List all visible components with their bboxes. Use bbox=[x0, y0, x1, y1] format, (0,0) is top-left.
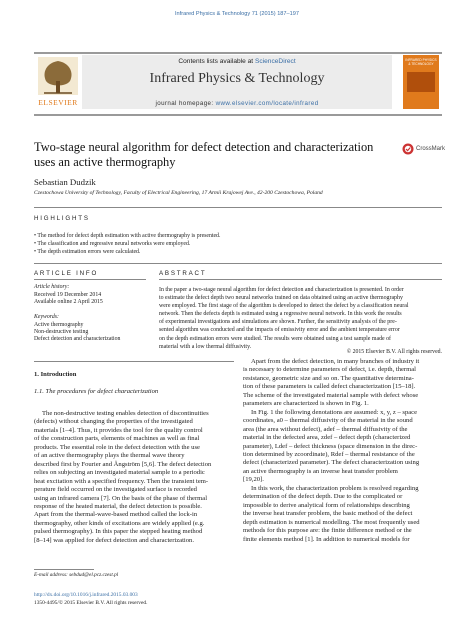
divider bbox=[34, 207, 442, 208]
body-line: (defects) without changing the properties of the investigated bbox=[34, 418, 193, 426]
divider bbox=[34, 361, 234, 362]
highlight-text: The classification and regressive neural networks were employed. bbox=[37, 241, 191, 247]
contents-line bbox=[82, 58, 392, 65]
body-line: perature field occurred on the investigated surface is recorded bbox=[34, 486, 197, 494]
abstract-line: on the depth estimation errors were studied. The results were obtained using a test sample made of bbox=[159, 335, 392, 342]
subsection-heading: 1.1. The procedures for defect characterization bbox=[34, 388, 159, 395]
body-line: impossible to derive analytical form of relationships describing bbox=[243, 501, 410, 509]
body-line: The scheme of the investigated material sample with defect whose bbox=[243, 391, 419, 399]
body-line: In Fig. 1 the following denotations are assumed: x, y, z – space bbox=[251, 408, 418, 416]
body-line: relies on subjecting an investigated material sample to a periodic bbox=[34, 469, 205, 477]
body-line: finite elements method [1]. In addition to numerical models for bbox=[243, 535, 410, 543]
doi-link[interactable]: http://dx.doi.org/10.1016/j.infrared.2015.03.003 bbox=[34, 592, 138, 598]
abstract-text bbox=[159, 286, 442, 351]
body-line: parameter), Ldef – defect thickness (space dimension in the direc- bbox=[243, 442, 418, 450]
body-line: material in the defected area, zdef – defect depth (characterized bbox=[243, 434, 411, 442]
body-line: In this work, the characterization problem is resolved regarding bbox=[251, 484, 419, 492]
journal-cover-image bbox=[407, 72, 435, 92]
body-line: Apart from the thermal-wave-based method called the lock-in bbox=[34, 511, 198, 519]
body-line: heat excitation with a specified frequency. Then the transient tem- bbox=[34, 477, 209, 485]
abstract-heading: ABSTRACT bbox=[159, 270, 207, 277]
abstract-line: to estimate the defect depth two neural networks trained on data obtained using an active thermography bbox=[159, 295, 403, 302]
contents-prefix: Contents lists available at bbox=[178, 58, 254, 65]
body-line: products. The essential role in the defect detection with the use bbox=[34, 443, 200, 451]
publisher-name: ELSEVIER bbox=[38, 98, 78, 107]
body-line: using an infrared camera [7]. On the basis of the phase of thermal bbox=[34, 494, 208, 502]
body-line: is necessary to determine parameters of defect, i.e. depth, thermal bbox=[243, 366, 417, 374]
abstract-line: were employed. The first stage of the algorithm is developed to detect the defect by a classification neural bbox=[159, 303, 409, 310]
body-line: depth estimation is numerical modelling. The most frequently used bbox=[243, 518, 420, 526]
page-footer bbox=[34, 592, 147, 607]
keyword[interactable]: Active thermography bbox=[34, 322, 84, 328]
body-line: resistance, geometric size and so on. The quantitative determina- bbox=[243, 374, 414, 382]
copyright: © 2015 Elsevier B.V. All rights reserved. bbox=[346, 349, 442, 355]
left-column-text bbox=[34, 410, 234, 545]
article-info-heading: ARTICLE INFO bbox=[34, 270, 99, 277]
section-heading: 1. Introduction bbox=[34, 371, 77, 378]
body-line: response of the heated material, the defect detection is possible. bbox=[34, 502, 202, 510]
body-line: Apart from the defect detection, in many branches of industry it bbox=[251, 358, 420, 365]
body-line: materials [1–4]. Thus, it provides the tool for the quality control bbox=[34, 426, 203, 434]
body-line: of an active thermography plays the thermal wave theory bbox=[34, 452, 185, 460]
highlight-item: • The method for defect depth estimation with active thermography is presented. bbox=[34, 233, 221, 239]
body-line: pulsed thermography). In this paper the stepped heating method bbox=[34, 528, 203, 536]
body-line: parameters are characterized is shown in Fig. 1. bbox=[243, 400, 369, 408]
article-title: Two-stage neural algorithm for defect detection and characterization uses an active thermography bbox=[34, 140, 374, 169]
body-line: defect (characterized parameter). The defect characterization using bbox=[243, 459, 420, 467]
body-line: tion of these parameters is called defect characterization [15–18]. bbox=[243, 383, 416, 391]
author-email-footnote[interactable]: E-mail address: sebdud@el.pcz.czest.pl bbox=[34, 572, 119, 578]
body-line: area (the area without defect), adef – thermal diffusivity of the bbox=[243, 425, 408, 433]
body-line: tion determined by zcoordinate), Rdef – thermal resistance of the bbox=[243, 450, 415, 458]
body-line: of the construction parts, elements of machines as well as final bbox=[34, 435, 200, 443]
received-date: Received 19 December 2014 bbox=[34, 292, 102, 298]
history-label: Article history: bbox=[34, 284, 70, 290]
body-line: described first by Fourier and Ångström [5,6]. The defect detection bbox=[34, 460, 212, 468]
abstract-line: of experimental investigations and simulations are shown. Further, the sensitivity analysis of the pre- bbox=[159, 319, 397, 326]
highlights-heading: HIGHLIGHTS bbox=[34, 215, 90, 222]
highlight-text: The depth estimation errors were calculated. bbox=[37, 249, 141, 255]
abstract-line: In the paper a two-stage neural algorithm for defect detection and characterization is presented. In order bbox=[159, 287, 404, 293]
crossmark-icon[interactable] bbox=[402, 143, 414, 155]
body-line: methods for this purpose are: the finite difference method or the bbox=[243, 527, 412, 535]
journal-title: Infrared Physics & Technology bbox=[149, 71, 325, 86]
body-line: [8–14] was applied for defect detection and characterization. bbox=[34, 536, 195, 544]
journal-homepage bbox=[82, 100, 392, 107]
divider bbox=[34, 263, 442, 264]
body-line: thermography, other kinds of excitations are widely applied (e.g. bbox=[34, 519, 205, 527]
sciencedirect-link[interactable]: ScienceDirect bbox=[254, 58, 296, 65]
body-line: determination of the defect depth. Due to the complicated or bbox=[243, 493, 403, 501]
right-column-text bbox=[243, 358, 442, 544]
body-line: an active thermography is an inverse heat transfer problem bbox=[243, 467, 398, 475]
issn-line: 1350-4495/© 2015 Elsevier B.V. All rights reserved. bbox=[34, 599, 148, 606]
highlight-text: The method for defect depth estimation with active thermography is presented. bbox=[37, 233, 221, 239]
divider bbox=[159, 279, 442, 280]
keyword[interactable]: Non-destructive testing bbox=[34, 329, 89, 335]
body-line: the inverse heat transfer problem, the basic method of the defect bbox=[243, 510, 413, 518]
body-line: The non-destructive testing enables detection of discontinuities bbox=[42, 410, 209, 417]
highlight-item: • The classification and regressive neural networks were employed. bbox=[34, 241, 191, 247]
abstract-line: material with a low thermal diffusivity. bbox=[159, 343, 252, 350]
homepage-prefix: journal homepage: bbox=[155, 100, 214, 107]
footnote-divider bbox=[34, 569, 94, 570]
highlight-item: • The depth estimation errors were calculated. bbox=[34, 249, 141, 255]
homepage-link[interactable]: www.elsevier.com/locate/infrared bbox=[215, 100, 319, 107]
abstract-line: network. Then the defects depth is estimated using a regressive neural network. In this work the results bbox=[159, 311, 402, 318]
keywords-label: Keywords: bbox=[34, 314, 59, 320]
body-line: [19,20]. bbox=[243, 476, 264, 484]
keyword[interactable]: Defect detection and characterization bbox=[34, 336, 121, 342]
online-date: Available online 2 April 2015 bbox=[34, 299, 103, 305]
author-name[interactable]: Sebastian Dudzik bbox=[34, 177, 96, 187]
journal-reference[interactable]: Infrared Physics & Technology 71 (2015) 187–197 bbox=[175, 11, 299, 17]
abstract-line: sented algorithm was conducted and the impacts of emissivity error and the ambient temperature error bbox=[159, 327, 400, 334]
author-affiliation: Czestochowa University of Technology, Faculty of Electrical Engineering, 17 Armii Krajowej Ave., 42-200 Czestochowa, Poland bbox=[34, 190, 323, 196]
journal-cover-title: INFRARED PHYSICS & TECHNOLOGY bbox=[405, 58, 437, 66]
crossmark-label[interactable]: CrossMark bbox=[416, 146, 446, 152]
divider bbox=[34, 279, 146, 280]
body-line: coordinates, a0 – thermal diffusivity of the material in the sound bbox=[243, 417, 413, 425]
